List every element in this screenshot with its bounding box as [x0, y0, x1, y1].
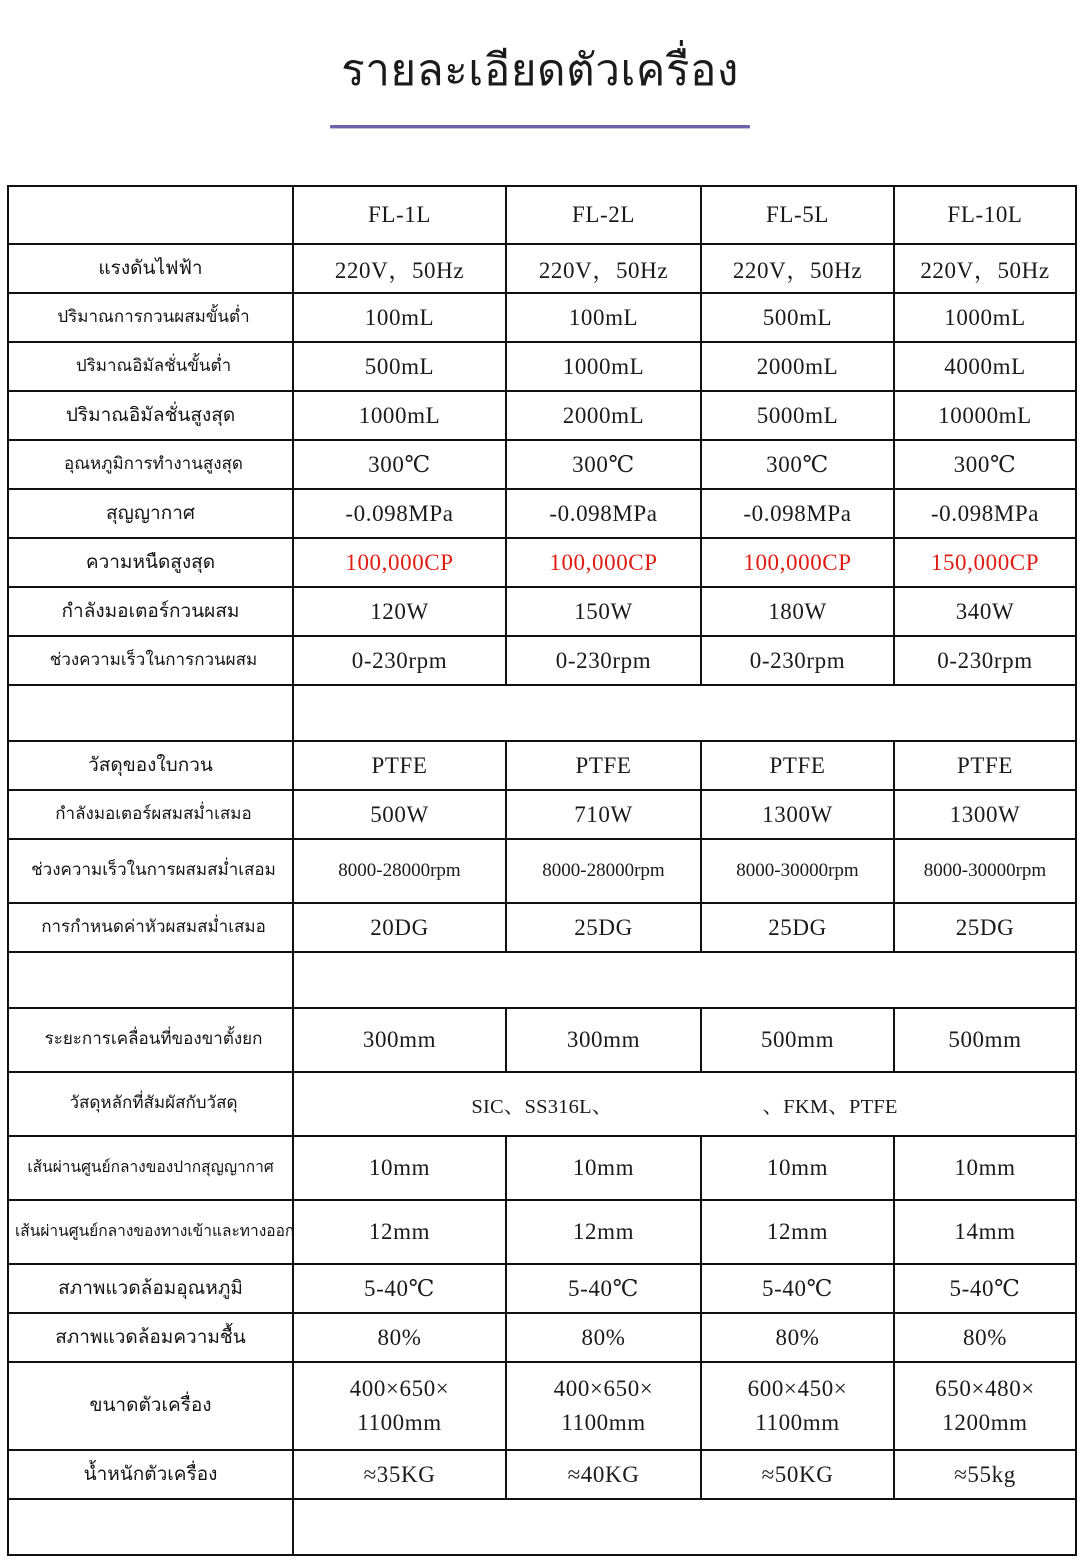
cell-value: 5000mL — [701, 391, 894, 440]
specification-table-body — [8, 186, 1076, 1555]
row-label: ความหนืดสูงสุด — [8, 538, 293, 587]
cell-value: 10mm — [293, 1136, 506, 1200]
cell-value: 2000mL — [506, 391, 701, 440]
table-header-row — [8, 186, 1076, 244]
table-row — [8, 440, 1076, 489]
cell-value: 220V，50Hz — [894, 244, 1076, 293]
cell-value: 100,000CP — [506, 538, 701, 587]
row-label: อุณหภูมิการทำงานสูงสุด — [8, 440, 293, 489]
cell-value: 5-40℃ — [293, 1264, 506, 1313]
dimension-line: 1200mm — [942, 1410, 1028, 1435]
cell-value: 10mm — [894, 1136, 1076, 1200]
cell-value: 300mm — [506, 1008, 701, 1072]
cell-value: 10000mL — [894, 391, 1076, 440]
cell-value: 500mL — [293, 342, 506, 391]
column-header-model-1: FL-1L — [293, 186, 506, 244]
cell-value: -0.098MPa — [506, 489, 701, 538]
table-row — [8, 790, 1076, 839]
row-label: ปริมาณอิมัลชั่นสูงสุด — [8, 391, 293, 440]
cell-value: 80% — [293, 1313, 506, 1362]
column-header-model-3: FL-5L — [701, 186, 894, 244]
cell-value: 0-230rpm — [506, 636, 701, 685]
row-label — [8, 952, 293, 1008]
cell-value: 1000mL — [894, 293, 1076, 342]
table-row — [8, 538, 1076, 587]
table-row — [8, 1499, 1076, 1555]
dimension-line: 650×480× — [935, 1375, 1035, 1401]
cell-value: 300℃ — [293, 440, 506, 489]
row-label: สภาพแวดล้อมอุณหภูมิ — [8, 1264, 293, 1313]
row-spacer-value — [293, 952, 1076, 1008]
row-label: เส้นผ่านศูนย์กลางของทางเข้าและทางออก — [8, 1200, 293, 1264]
page-title: รายละเอียดตัวเครื่อง — [341, 45, 739, 96]
cell-value: -0.098MPa — [701, 489, 894, 538]
cell-value: 1300W — [701, 790, 894, 839]
cell-value: -0.098MPa — [293, 489, 506, 538]
cell-value: ≈40KG — [506, 1450, 701, 1499]
title-divider — [330, 125, 750, 128]
cell-value: 10mm — [506, 1136, 701, 1200]
cell-value: 150W — [506, 587, 701, 636]
row-label — [8, 1499, 293, 1555]
title-block — [0, 0, 1080, 128]
row-label: กำลังมอเตอร์กวนผสม — [8, 587, 293, 636]
merged-value-left: SIC、SS316L、 — [471, 1096, 613, 1118]
table-row — [8, 489, 1076, 538]
table-row — [8, 952, 1076, 1008]
row-label: วัสดุของใบกวน — [8, 741, 293, 790]
table-row — [8, 1200, 1076, 1264]
table-row — [8, 244, 1076, 293]
row-label: ขนาดตัวเครื่อง — [8, 1362, 293, 1450]
cell-value: 500mL — [701, 293, 894, 342]
table-row — [8, 1264, 1076, 1313]
cell-value: ≈55kg — [894, 1450, 1076, 1499]
cell-value: ≈35KG — [293, 1450, 506, 1499]
cell-value: -0.098MPa — [894, 489, 1076, 538]
cell-value: 710W — [506, 790, 701, 839]
table-row — [8, 342, 1076, 391]
cell-value: 80% — [894, 1313, 1076, 1362]
cell-value — [293, 1362, 506, 1450]
table-row — [8, 903, 1076, 952]
cell-value: PTFE — [506, 741, 701, 790]
cell-value: 340W — [894, 587, 1076, 636]
cell-value: 300℃ — [894, 440, 1076, 489]
cell-value: PTFE — [293, 741, 506, 790]
merged-value-right: 、FKM、PTFE — [762, 1096, 898, 1118]
cell-value: 80% — [701, 1313, 894, 1362]
table-row — [8, 636, 1076, 685]
table-row — [8, 391, 1076, 440]
cell-value: 220V，50Hz — [701, 244, 894, 293]
cell-value: 500mm — [894, 1008, 1076, 1072]
dimension-line: 400×650× — [349, 1375, 450, 1401]
row-label: ช่วงความเร็วในการผสมสม่ำเสอม — [8, 839, 293, 903]
table-row — [8, 839, 1076, 903]
cell-value: 25DG — [894, 903, 1076, 952]
cell-value: 25DG — [701, 903, 894, 952]
cell-value: 4000mL — [894, 342, 1076, 391]
cell-value: 500W — [293, 790, 506, 839]
specification-table-container — [7, 185, 1075, 1556]
cell-value: 100,000CP — [293, 538, 506, 587]
cell-value: 300℃ — [701, 440, 894, 489]
cell-value: 8000-30000rpm — [701, 839, 894, 903]
cell-value: 12mm — [293, 1200, 506, 1264]
cell-value: PTFE — [701, 741, 894, 790]
cell-value: PTFE — [894, 741, 1076, 790]
cell-value: 8000-30000rpm — [894, 839, 1076, 903]
cell-value: 5-40℃ — [894, 1264, 1076, 1313]
dimension-line: 400×650× — [553, 1375, 654, 1401]
cell-value: 120W — [293, 587, 506, 636]
cell-value: 2000mL — [701, 342, 894, 391]
cell-value: 5-40℃ — [701, 1264, 894, 1313]
row-label: ช่วงความเร็วในการกวนผสม — [8, 636, 293, 685]
cell-value: 12mm — [506, 1200, 701, 1264]
row-label: ปริมาณอิมัลชั่นขั้นต่ำ — [8, 342, 293, 391]
cell-value: 500mm — [701, 1008, 894, 1072]
cell-value: 1000mL — [293, 391, 506, 440]
table-row — [8, 1313, 1076, 1362]
cell-value: 20DG — [293, 903, 506, 952]
cell-value: 180W — [701, 587, 894, 636]
row-label: แรงดันไฟฟ้า — [8, 244, 293, 293]
column-header-model-4: FL-10L — [894, 186, 1076, 244]
dimension-line: 1100mm — [357, 1410, 442, 1435]
cell-value: 1300W — [894, 790, 1076, 839]
row-merged-value — [293, 1072, 1076, 1136]
dimension-line: 1100mm — [561, 1410, 646, 1435]
table-row — [8, 1362, 1076, 1450]
cell-value — [701, 1362, 894, 1450]
cell-value: 0-230rpm — [894, 636, 1076, 685]
cell-value: 5-40℃ — [506, 1264, 701, 1313]
cell-value: 1000mL — [506, 342, 701, 391]
table-row — [8, 1450, 1076, 1499]
row-label: สภาพแวดล้อมความชื้น — [8, 1313, 293, 1362]
cell-value: 80% — [506, 1313, 701, 1362]
cell-value: 150,000CP — [894, 538, 1076, 587]
row-label: เส้นผ่านศูนย์กลางของปากสุญญากาศ — [8, 1136, 293, 1200]
cell-value: 300℃ — [506, 440, 701, 489]
table-row — [8, 685, 1076, 741]
cell-value: 220V，50Hz — [506, 244, 701, 293]
cell-value: 100,000CP — [701, 538, 894, 587]
cell-value: 0-230rpm — [293, 636, 506, 685]
table-row — [8, 1072, 1076, 1136]
row-label: ปริมาณการกวนผสมขั้นต่ำ — [8, 293, 293, 342]
cell-value — [506, 1362, 701, 1450]
row-label: ระยะการเคลื่อนที่ของขาตั้งยก — [8, 1008, 293, 1072]
specification-table — [7, 185, 1077, 1556]
cell-value: 220V，50Hz — [293, 244, 506, 293]
cell-value: 100mL — [506, 293, 701, 342]
table-row — [8, 1008, 1076, 1072]
column-header-model-2: FL-2L — [506, 186, 701, 244]
row-label: วัสดุหลักที่สัมผัสกับวัสดุ — [8, 1072, 293, 1136]
row-label — [8, 685, 293, 741]
cell-value — [894, 1362, 1076, 1450]
dimension-line: 1100mm — [755, 1410, 840, 1435]
cell-value: 8000-28000rpm — [506, 839, 701, 903]
row-label: การกำหนดค่าหัวผสมสม่ำเสมอ — [8, 903, 293, 952]
table-corner-cell — [8, 186, 293, 244]
table-row — [8, 293, 1076, 342]
cell-value: ≈50KG — [701, 1450, 894, 1499]
cell-value: 25DG — [506, 903, 701, 952]
table-row — [8, 587, 1076, 636]
dimension-line: 600×450× — [747, 1375, 848, 1401]
cell-value: 300mm — [293, 1008, 506, 1072]
table-row — [8, 741, 1076, 790]
cell-value: 8000-28000rpm — [293, 839, 506, 903]
cell-value: 12mm — [701, 1200, 894, 1264]
row-label: สุญญากาศ — [8, 489, 293, 538]
row-merged-value — [293, 1499, 1076, 1555]
table-row — [8, 1136, 1076, 1200]
row-label: น้ำหนักตัวเครื่อง — [8, 1450, 293, 1499]
cell-value: 100mL — [293, 293, 506, 342]
cell-value: 10mm — [701, 1136, 894, 1200]
row-spacer-value — [293, 685, 1076, 741]
row-label: กำลังมอเตอร์ผสมสม่ำเสมอ — [8, 790, 293, 839]
cell-value: 0-230rpm — [701, 636, 894, 685]
cell-value: 14mm — [894, 1200, 1076, 1264]
